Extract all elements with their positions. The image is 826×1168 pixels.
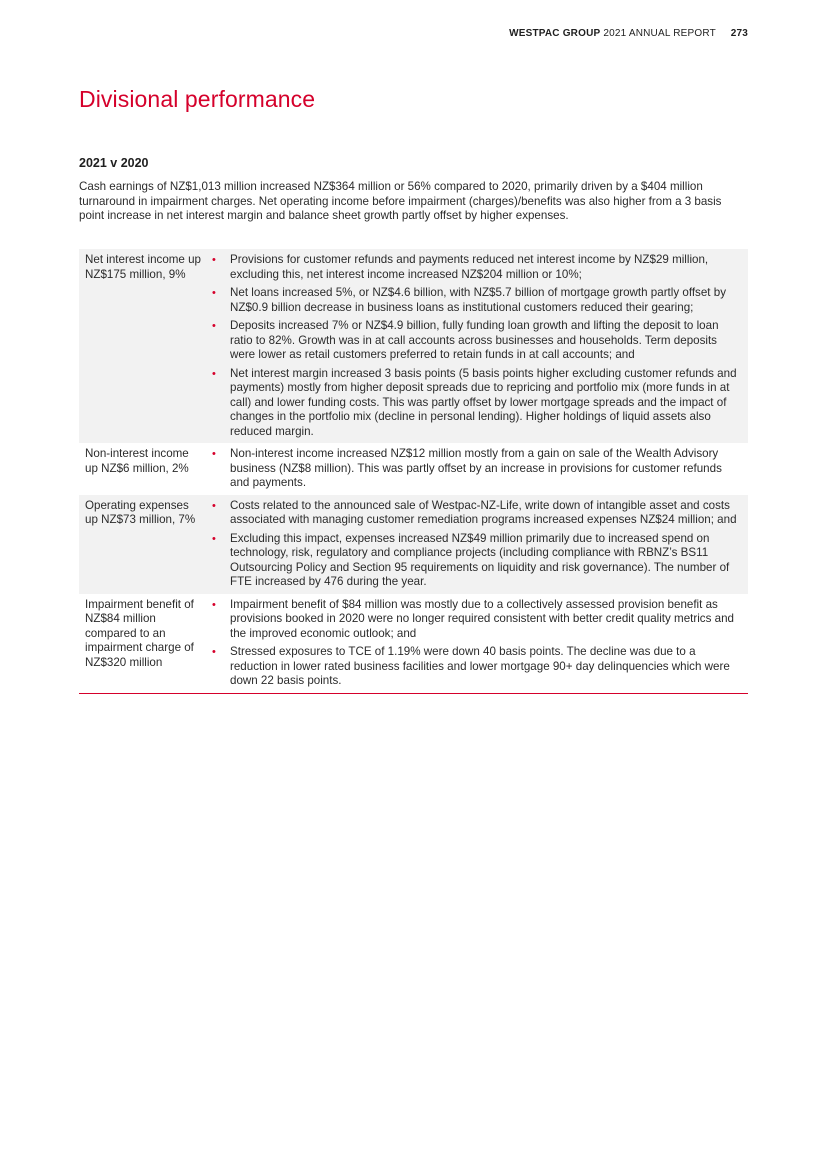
- intro-paragraph: Cash earnings of NZ$1,013 million increased NZ$364 million or 56% compared to 2020, primarily driven by a $404 million turnaround in impairment charges. Net operating income before impairment (charges)/benefits was also higher from a 3 basis point increase in net interest margin and balance sheet growth partly offset by higher expenses.: [79, 180, 722, 223]
- list-item: [203, 499, 742, 528]
- list-item: [203, 319, 742, 363]
- list-item: [203, 598, 742, 642]
- row-label: Non-interest income up NZ$6 million, 2%: [85, 447, 189, 475]
- bullet-list: [203, 495, 748, 594]
- list-item-text: Stressed exposures to TCE of 1.19% were down 40 basis points. The decline was due to a reduction in lower rated business facilities and lower mortgage 90+ day delinquencies which were down 22 basis points.: [230, 645, 730, 687]
- bullet-icon: •: [212, 367, 216, 380]
- list-item: [203, 532, 742, 590]
- row-label: Impairment benefit of NZ$84 million compared to an impairment charge of NZ$320 million: [85, 597, 194, 669]
- list-item: [203, 447, 742, 491]
- list-item-text: Net interest margin increased 3 basis points (5 basis points higher excluding customer refunds and payments) mostly from higher deposit spreads due to repricing and portfolio mix (more funds in at call) and lower funding costs. This was partly offset by lower mortgage spreads and the impact of changes in the portfolio mix (decline in personal lending). Higher holdings of liquid assets also reduced margin.: [230, 366, 737, 438]
- table-row: [79, 495, 748, 594]
- bullet-list: [203, 249, 748, 443]
- row-label: Net interest income up NZ$175 million, 9%: [85, 253, 201, 281]
- bullet-icon: •: [212, 448, 216, 460]
- list-item-text: Net loans increased 5%, or NZ$4.6 billion, with NZ$5.7 billion of mortgage growth partly offset by NZ$0.9 billion decrease in business loans as institutional customers reduced their gearing;: [230, 286, 726, 314]
- bullet-icon: •: [212, 254, 216, 266]
- list-item-text: Impairment benefit of $84 million was mostly due to a collectively assessed provision benefit as provisions booked in 2020 were no longer required consistent with better credit quality metrics and the improved economic outlook; and: [230, 597, 734, 640]
- page-title: Divisional performance: [79, 86, 316, 112]
- list-item-text: Provisions for customer refunds and payments reduced net interest income by NZ$29 million, excluding this, net interest income increased NZ$204 million or 10%;: [230, 253, 709, 281]
- performance-table: [79, 249, 748, 694]
- row-label: Operating expenses up NZ$73 million, 7%: [85, 498, 196, 526]
- bullet-icon: •: [212, 646, 216, 658]
- bullet-list: [203, 443, 748, 495]
- list-item: [203, 253, 742, 282]
- bullet-icon: •: [212, 499, 216, 512]
- list-item-text: Deposits increased 7% or NZ$4.9 billion, fully funding loan growth and lifting the deposit to loan ratio to 82%. Growth was in at call accounts across businesses and households. Term deposits were lower as retail customers preferred to retain funds in at call accounts; and: [230, 319, 719, 361]
- bullet-icon: •: [212, 532, 216, 545]
- table-row: [79, 249, 748, 443]
- page-number: 273: [730, 28, 748, 39]
- list-item-text: Non-interest income increased NZ$12 million mostly from a gain on sale of the Wealth Advisory business (NZ$8 million). This was partly offset by an increase in provisions for customer refunds and payments.: [230, 447, 722, 489]
- bullet-icon: •: [212, 287, 216, 299]
- bullet-icon: •: [212, 320, 216, 332]
- header-report: 2021 ANNUAL REPORT: [603, 28, 716, 39]
- section-subheading: 2021 v 2020: [79, 156, 149, 170]
- list-item: [203, 645, 742, 689]
- header-brand: WESTPAC GROUP: [509, 28, 601, 39]
- list-item-text: Costs related to the announced sale of Westpac-NZ-Life, write down of intangible asset and costs associated with managing customer remediation programs increased expenses NZ$24 million; and: [230, 498, 737, 526]
- list-item: [203, 286, 742, 315]
- bullet-icon: •: [212, 598, 216, 611]
- table-row: [79, 443, 748, 495]
- list-item: [203, 367, 742, 440]
- table-row: [79, 594, 748, 693]
- bullet-list: [203, 594, 748, 693]
- page-header: [509, 28, 748, 39]
- list-item-text: Excluding this impact, expenses increased NZ$49 million primarily due to increased spend on technology, risk, regulatory and compliance projects (including compliance with RBNZ’s BS11 Outsourcing Policy and Section 95 requirements on liquidity and risk governance). The number of FTE increased by 476 during the year.: [230, 531, 730, 588]
